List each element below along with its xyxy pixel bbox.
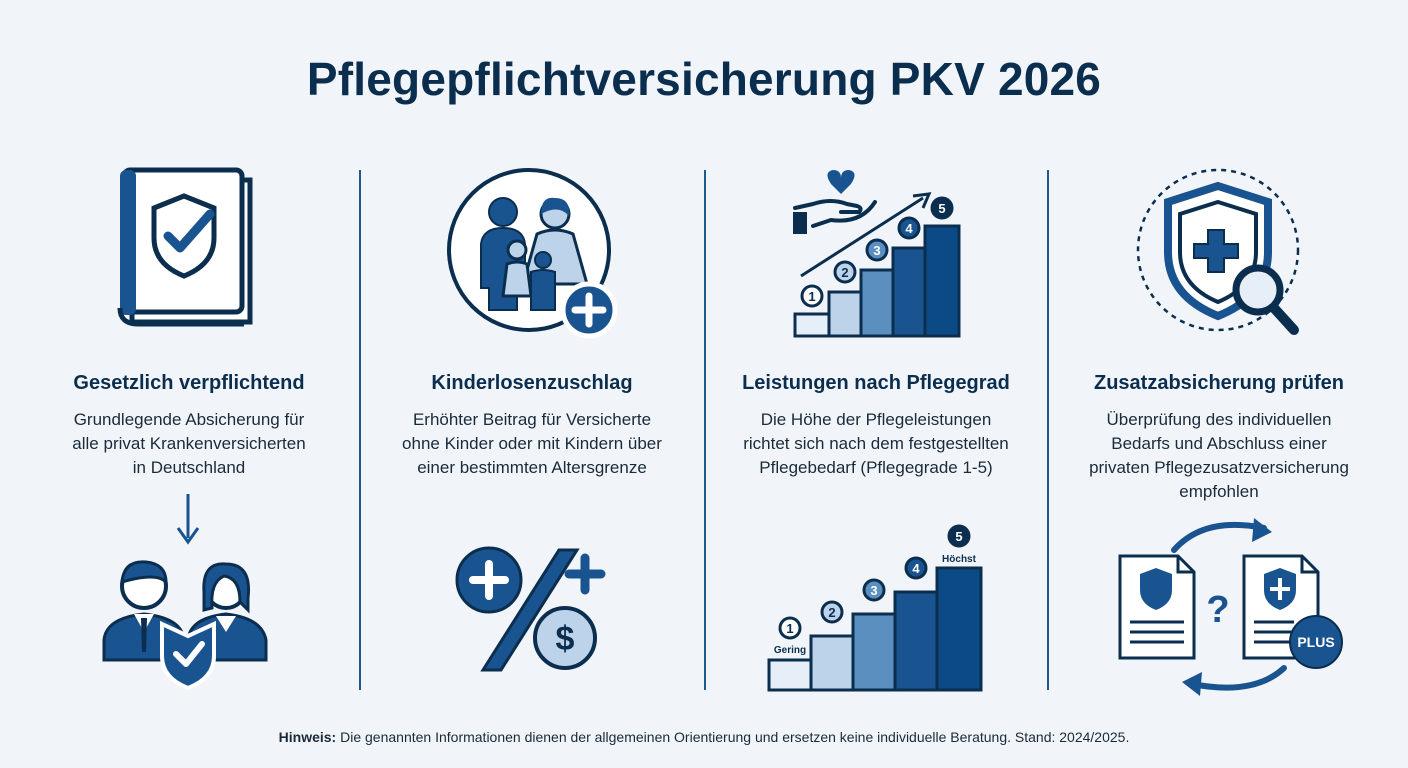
question-mark: ? [1206,589,1230,631]
column-description: Erhöhter Beitrag für Versicherte ohne Kinder oder mit Kindern über einer bestimmten Altersgrenze [402,410,662,477]
svg-text:$: $ [555,620,575,658]
svg-text:4: 4 [912,561,920,576]
low-level-label: Gering [773,645,807,656]
percent-plus-dollar-icon [455,546,615,691]
high-level-label: Höchst [942,554,976,565]
svg-text:4: 4 [905,221,913,236]
arrow-down-icon [176,494,200,546]
column-divider-1 [359,170,361,690]
svg-text:5: 5 [955,529,963,544]
svg-text:3: 3 [870,583,878,598]
document-compare-plus-icon [1114,520,1346,696]
column-heading: Gesetzlich verpflichtend [73,372,305,394]
shield-plus-magnifier-icon [1136,168,1306,338]
column-divider-3 [1047,170,1049,690]
people-shield-check-icon [104,552,274,692]
book-shield-check-icon [114,168,259,328]
svg-text:3: 3 [873,243,881,258]
column-divider-2 [704,170,706,690]
column-heading: Zusatzabsicherung prüfen [1093,372,1345,394]
svg-text:1: 1 [786,621,794,636]
column-heading: Kinderlosenzuschlag [431,372,633,394]
svg-text:1: 1 [808,289,816,304]
column-description: Überprüfung des individuellen Bedarfs und Abschluss einer privaten Pflegezusatzversicherung empfohlen [1089,410,1349,501]
footnote-label: Hinweis: [278,729,337,745]
svg-text:2: 2 [841,265,849,280]
footnote-text: Die genannten Informationen dienen der allgemeinen Orientierung und ersetzen keine individuelle Beratung. Stand: 2024/2025. [336,729,1130,745]
footnote [0,729,1408,745]
svg-text:2: 2 [828,605,836,620]
svg-text:5: 5 [938,201,946,216]
care-levels-steps-icon [791,168,971,338]
family-plus-icon [447,168,617,338]
column-description: Grundlegende Absicherung für alle privat Krankenversicherten in Deutschland [72,410,306,477]
column-heading: Leistungen nach Pflegegrad [742,372,1010,394]
plus-badge: PLUS [1297,634,1335,650]
care-levels-chart-icon [769,522,985,692]
page-title: Pflegepflichtversicherung PKV 2026 [306,53,1102,105]
column-description: Die Höhe der Pflegeleistungen richtet sich nach dem festgestellten Pflegebedarf (Pflegegrade 1-5) [743,410,1009,477]
